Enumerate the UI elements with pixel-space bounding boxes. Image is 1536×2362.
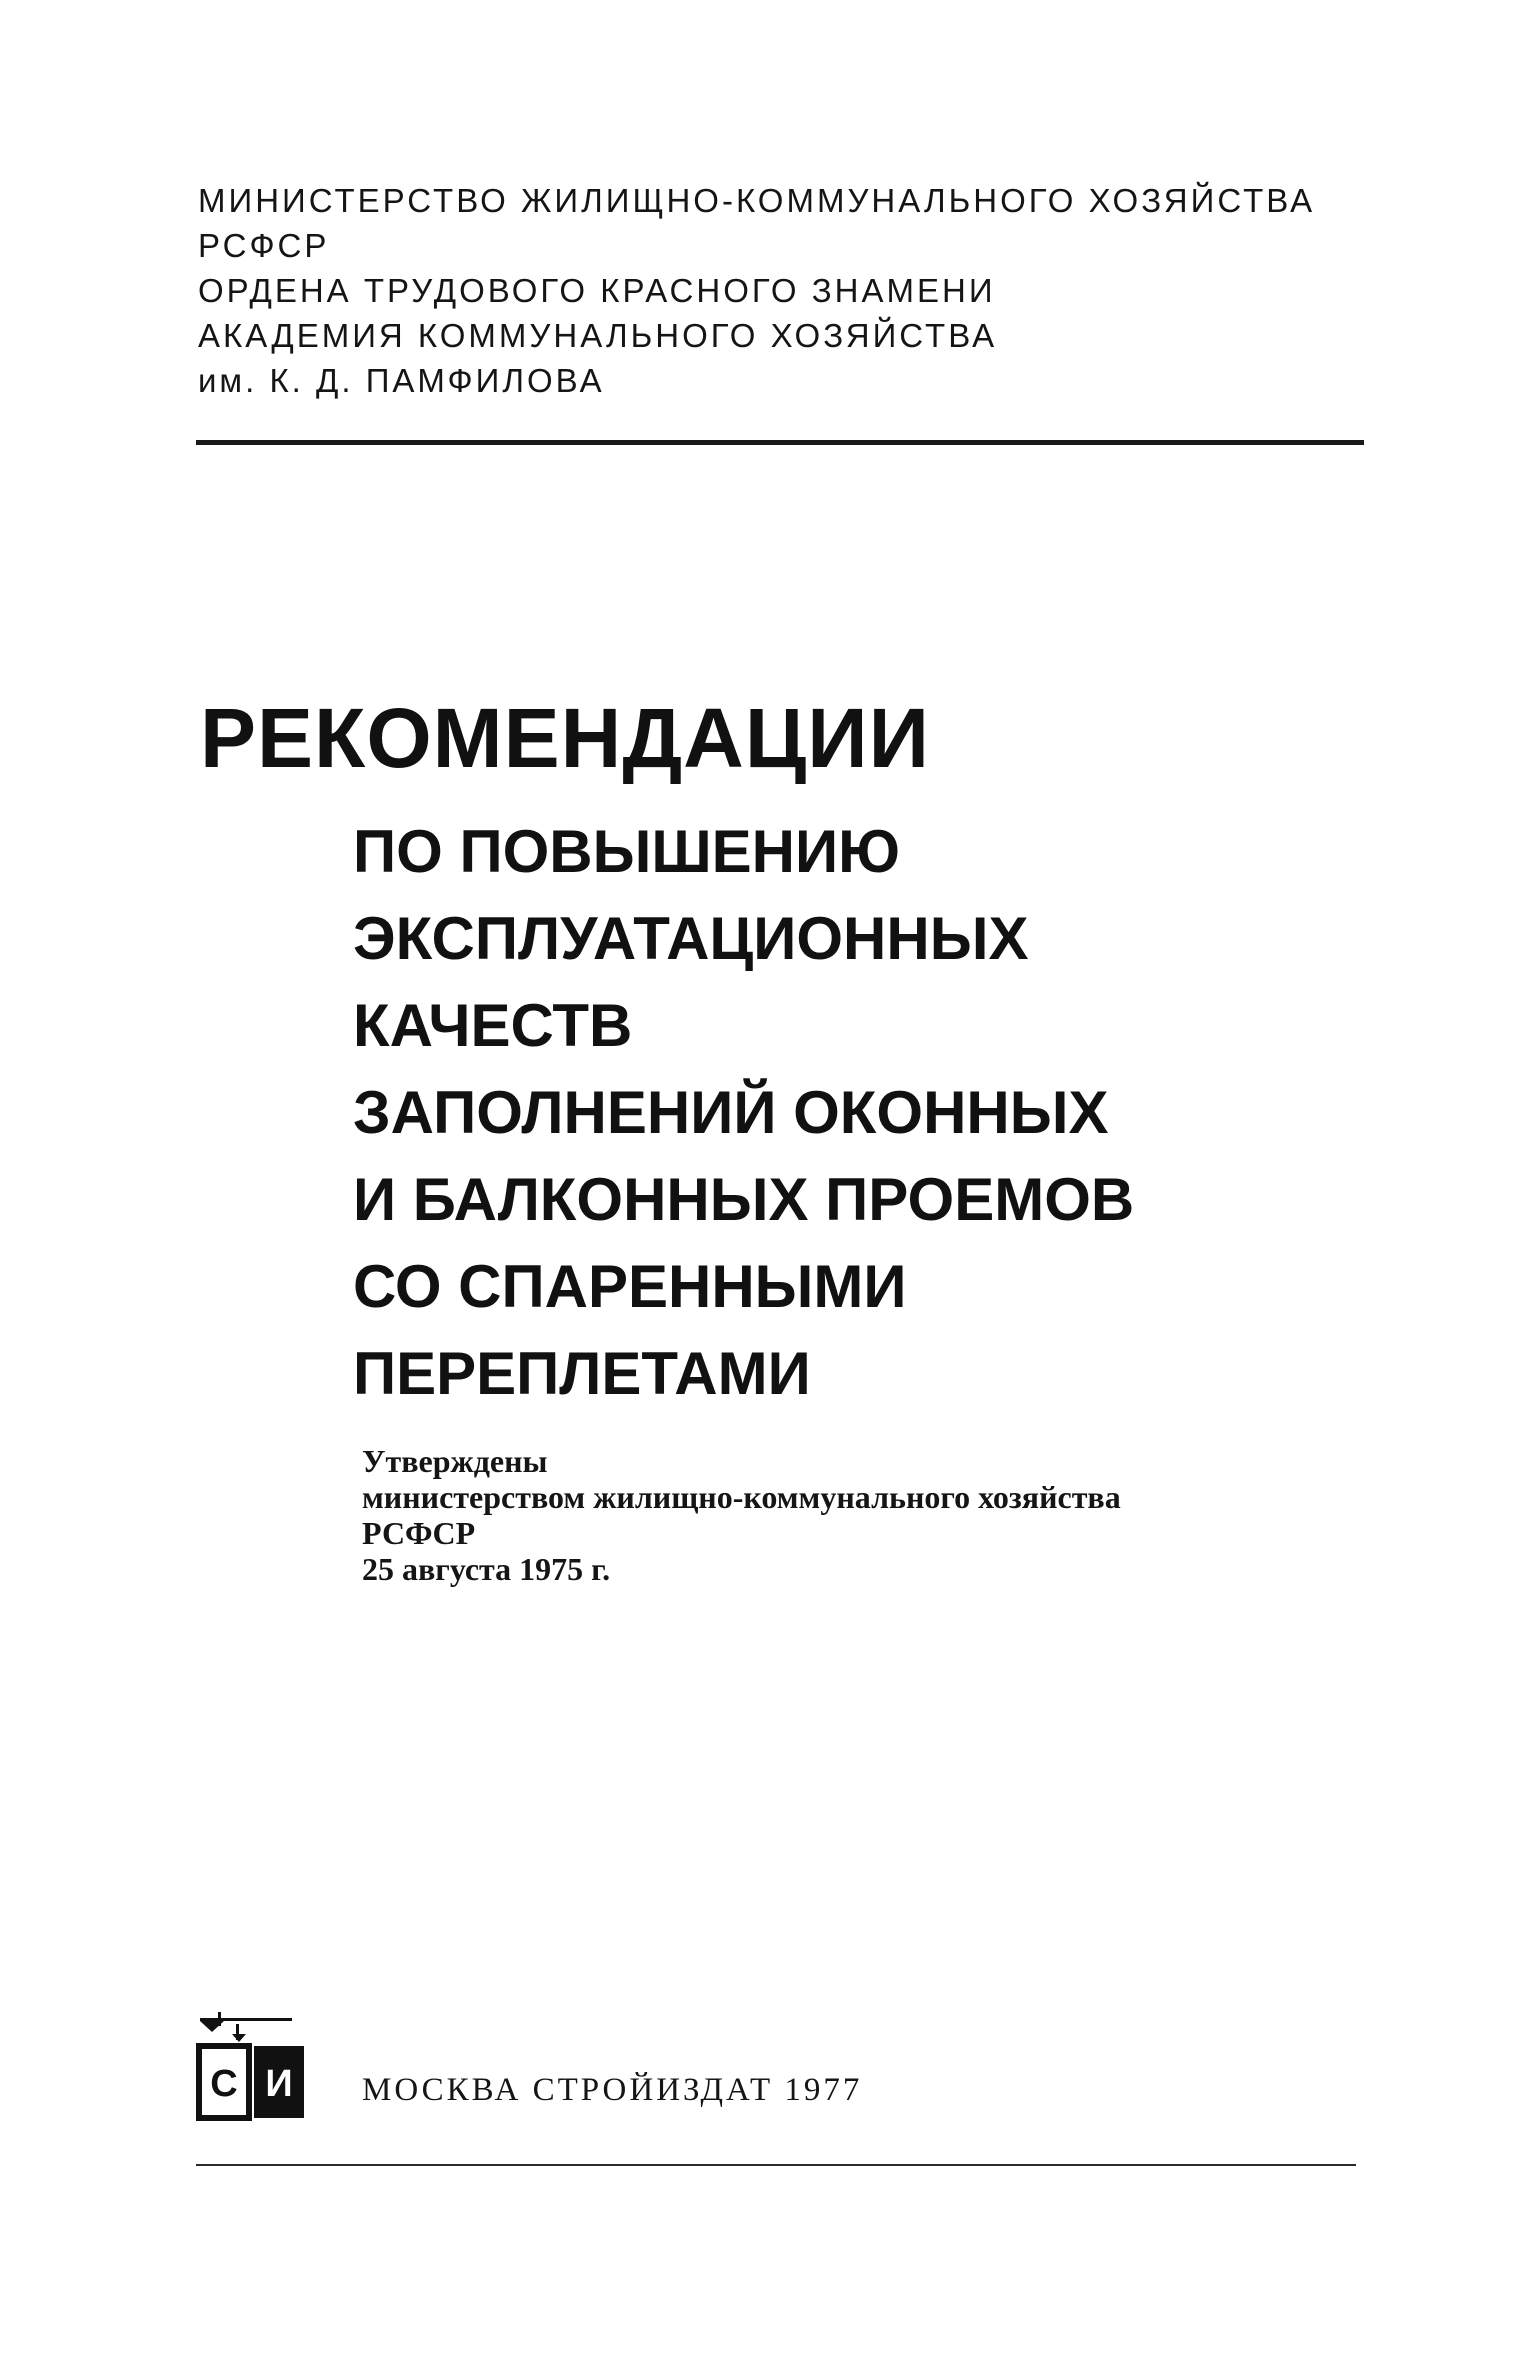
logo-letter-s: С (210, 2063, 238, 2105)
ministry-name: МИНИСТЕРСТВО ЖИЛИЩНО-КОММУНАЛЬНОГО ХОЗЯЙСТВА (198, 182, 1316, 219)
approval-line: РСФСР (362, 1515, 476, 1551)
academy-name: АКАДЕМИЯ КОММУНАЛЬНОГО ХОЗЯЙСТВА (198, 317, 998, 354)
logo-letter-i: И (265, 2063, 293, 2105)
subtitle-line: ЭКСПЛУАТАЦИОННЫХ (353, 905, 1029, 972)
subtitle-line: СО СПАРЕННЫМИ (353, 1253, 907, 1320)
academy-dedication: им. К. Д. ПАМФИЛОВА (198, 362, 605, 399)
header-divider (196, 440, 1364, 445)
subtitle-line: КАЧЕСТВ (353, 992, 633, 1059)
publisher-imprint: МОСКВА СТРОЙИЗДАТ 1977 (362, 2072, 863, 2108)
approval-line: Утверждены (362, 1443, 548, 1479)
document-subtitle (353, 808, 1353, 1417)
approval-statement (362, 1443, 1362, 1587)
stroyizdat-logo-icon (196, 2012, 308, 2122)
subtitle-line: ПЕРЕПЛЕТАМИ (353, 1340, 811, 1407)
document-title: РЕКОМЕНДАЦИИ (200, 691, 930, 785)
subtitle-line: ЗАПОЛНЕНИЙ ОКОННЫХ (353, 1079, 1109, 1146)
subtitle-line: И БАЛКОННЫХ ПРОЕМОВ (353, 1166, 1135, 1233)
approval-line: министерством жилищно-коммунального хозяйства (362, 1479, 1121, 1515)
subtitle-line: ПО ПОВЫШЕНИЮ (353, 818, 900, 885)
issuing-organization (198, 178, 1398, 403)
approval-date: 25 августа 1975 г. (362, 1551, 611, 1587)
footer-divider (196, 2164, 1356, 2166)
order-award: ОРДЕНА ТРУДОВОГО КРАСНОГО ЗНАМЕНИ (198, 272, 996, 309)
republic-name: РСФСР (198, 227, 330, 264)
